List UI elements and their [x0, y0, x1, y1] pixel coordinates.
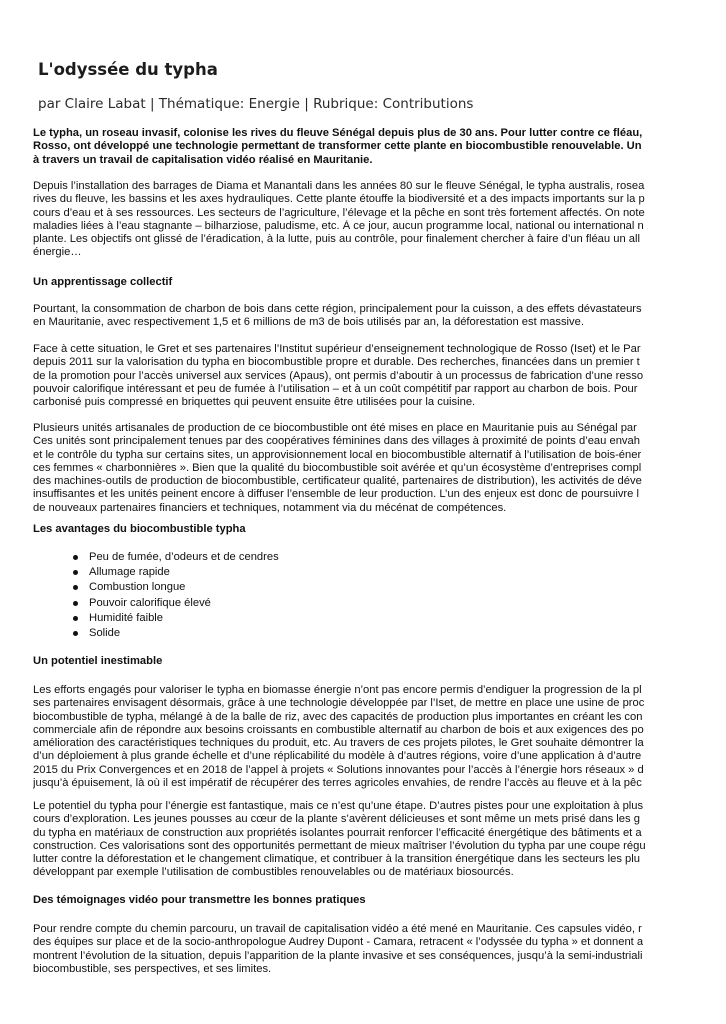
list-item: Solide	[73, 626, 279, 641]
list-item: Allumage rapide	[73, 565, 279, 580]
lead-paragraph: Le typha, un roseau invasif, colonise les rives du fleuve Sénégal depuis plus de 30 ans. Pour lutter contre ce fléau, Rosso, ont développé une technologie permettant de transformer cette plante en biocombustible renouvelable. Un à travers un travail de capitalisation vidéo réalisé en Mauritanie.	[33, 127, 643, 166]
list-item: Pouvoir calorifique élevé	[73, 596, 279, 611]
paragraph: Pour rendre compte du chemin parcouru, un travail de capitalisation vidéo a été mené en Mauritanie. Ces capsules vidéo, r des équipes sur place et de la socio-anthropologue Audrey Dupont - Camara, retracent « l’odyssée du typha » et donnent a montrent l’évolution de la situation, depuis l’apparition de la plante invasive et ses conséquences, jusqu’à la semi-industriali biocombustible, ses perspectives, et ses limites.	[33, 923, 644, 975]
list-item: Peu de fumée, d’odeurs et de cendres	[73, 550, 279, 565]
list-item: Humidité faible	[73, 611, 279, 626]
paragraph: Pourtant, la consommation de charbon de bois dans cette région, principalement pour la cuisson, a des effets dévastateurs en Mauritanie, avec respectivement 1,5 et 6 millions de m3 de bois utilisés par an, la déforestation est massive.	[33, 303, 642, 329]
intro-paragraph: Depuis l’installation des barrages de Diama et Manantali dans les années 80 sur le fleuve Sénégal, le typha australis, rosea rives du fleuve, les bassins et les axes hydrauliques. Cette plante étouffe la biodiversité et a des impacts importants sur la p cours d’eau et à ses ressources. Les secteurs de l’agriculture, l’élevage et la pêche en sont très fortement affectés. On note maladies liées à l’eau stagnante – bilharziose, paludisme, etc. À ce jour, aucun programme local, national ou international n plante. Les objectifs ont glissé de l’éradication, à la lutte, puis au contrôle, pour finalement chercher à faire d’un fléau un all énergie…	[33, 180, 645, 259]
paragraph: Les efforts engagés pour valoriser le typha en biomasse énergie n’ont pas encore permis d’endiguer la progression de la pl ses partenaires envisagent désormais, grâce à une technologie développée par l’Iset, de mettre en place une usine de proc biocombustible de typha, mélangé à de la balle de riz, avec des capacités de production plus importantes en créant les con commerciale afin de répondre aux besoins croissants en combustible alternatif au charbon de bois et aux exigences des po amélioration des caractéristiques techniques du produit, etc. Au travers de ces projets pilotes, le Gret souhaite démontrer la d’un déploiement à plus grande échelle et d’une réplicabilité du modèle à d’autres régions, voire d’une application à d’autre 2015 du Prix Convergences et en 2018 de l’appel à projets « Solutions innovantes pour l’accès à l’énergie hors réseaux » d jusqu’à épuisement, là où il est impératif de récupérer des terres agricoles envahies, de rendre l’accès au fleuve et à la pêc	[33, 684, 645, 790]
list-item: Combustion longue	[73, 580, 279, 595]
page-title: L'odyssée du typha	[38, 60, 218, 79]
article-byline: par Claire Labat | Thématique: Energie | Rubrique: Contributions	[38, 96, 474, 112]
paragraph: Face à cette situation, le Gret et ses partenaires l’Institut supérieur d’enseignement technologique de Rosso (Iset) et le Par depuis 2011 sur la valorisation du typha en biocombustible propre et durable. Des recherches, financées dans un premier t de la promotion pour l’accès universel aux services (Apaus), ont permis d’aboutir à un processus de fabrication d’une resso pouvoir calorifique intéressant et peu de fumée à l’utilisation – et à un coût compétitif par rapport au charbon de bois. Pour carbonisé puis compressé en briquettes qui peuvent ensuite être utilisées pour la cuisine.	[33, 343, 644, 409]
section-heading-temoignages: Des témoignages vidéo pour transmettre les bonnes pratiques	[33, 894, 366, 906]
section-heading-potentiel: Un potentiel inestimable	[33, 655, 163, 667]
benefits-list	[73, 550, 279, 641]
section-heading-avantages: Les avantages du biocombustible typha	[33, 523, 246, 535]
paragraph: Plusieurs unités artisanales de production de ce biocombustible ont été mises en place en Mauritanie puis au Sénégal par Ces unités sont principalement tenues par des coopératives féminines dans des villages à proximité de points d’eau envah et le contrôle du typha sur certains sites, un approvisionnement local en biocombustible alternatif à l’utilisation de bois-éner ces femmes « charbonnières ». Bien que la qualité du biocombustible soit avérée et qu’un écosystème d’entreprises compl des machines-outils de production de biocombustible, certificateur qualité, partenaires de distribution), les activités de déve insuffisantes et les unités peinent encore à diffuser l’ensemble de leur production. L’un des enjeux est donc de poursuivre l de nouveaux partenaires financiers et techniques, notamment via du mécénat de compétences.	[33, 422, 642, 514]
paragraph: Le potentiel du typha pour l’énergie est fantastique, mais ce n’est qu’une étape. D’autres pistes pour une exploitation à plus cours d’exploration. Les jeunes pousses au cœur de la plante s’avèrent délicieuses et sont même un mets prisé dans les g du typha en matériaux de construction aux propriétés isolantes pourrait renforcer l’efficacité énergétique des bâtiments et a construction. Ces valorisations sont des opportunités permettant de mieux maîtriser l’évolution du typha par une coupe régu lutter contre la déforestation et le changement climatique, et contribuer à la transition énergétique dans les secteurs les plu développant par exemple l’utilisation de combustibles renouvelables ou de matériaux biosourcés.	[33, 800, 646, 879]
section-heading-apprentissage: Un apprentissage collectif	[33, 276, 173, 288]
